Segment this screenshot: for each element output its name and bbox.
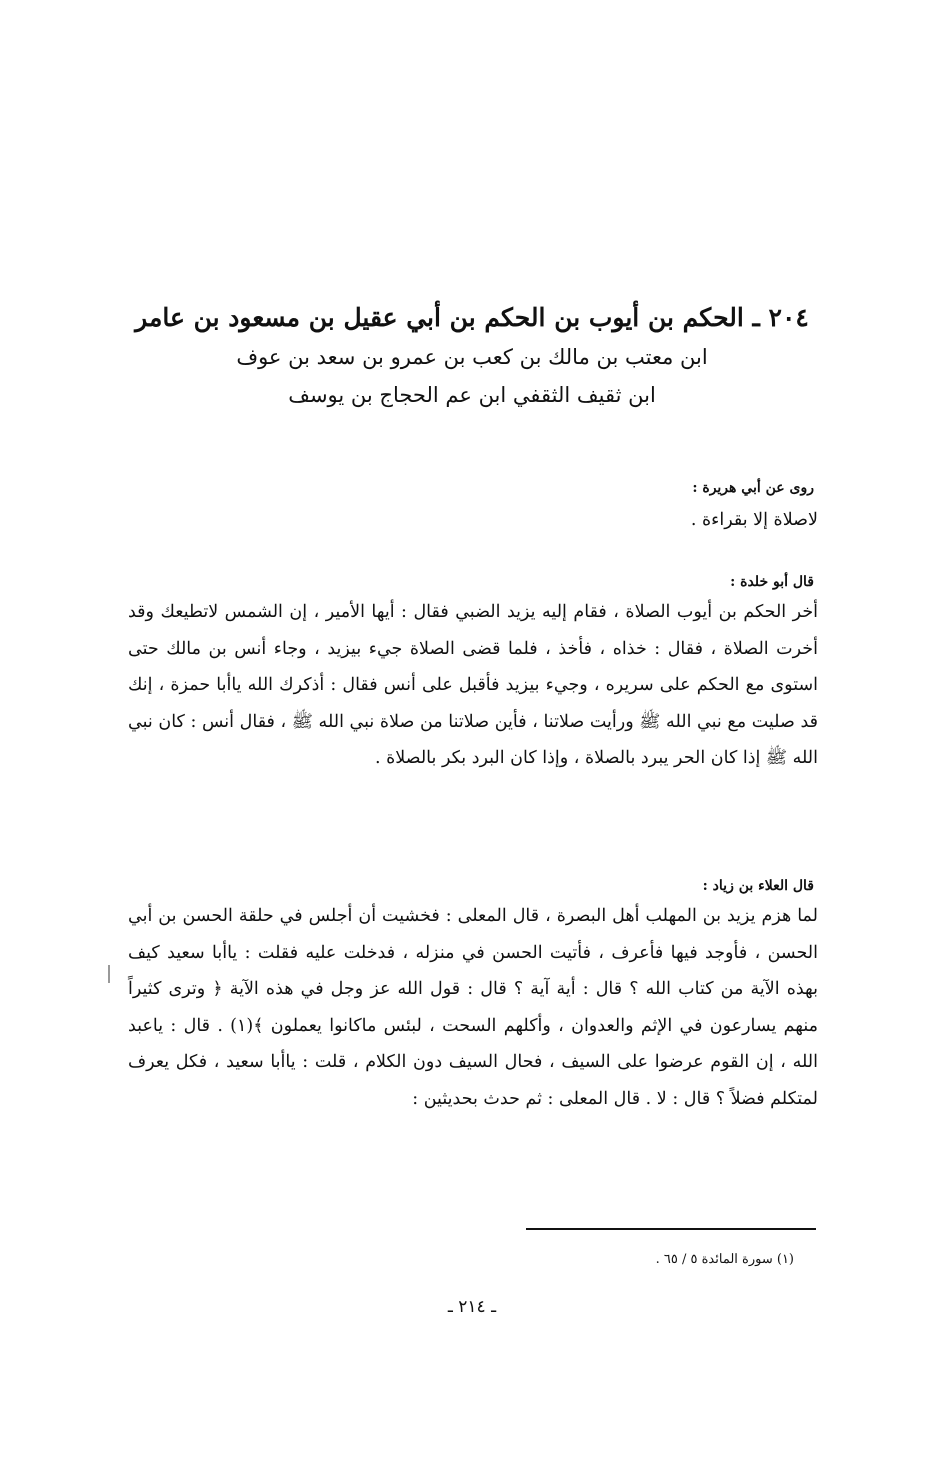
margin-mark [108, 965, 110, 983]
lineage-line-1: ابن معتب بن مالك بن كعب بن عمرو بن سعد بن عوف [236, 345, 708, 369]
lineage-line-2: ابن ثقيف الثقفي ابن عم الحجاج بن يوسف [288, 383, 656, 407]
narration-label: روى عن أبي هريرة : [692, 480, 814, 496]
narration-label: قال أبو خلدة : [730, 574, 814, 590]
page-number: ـ ٢١٤ ـ [447, 1297, 497, 1317]
footnote: (١) سورة المائدة ٥ / ٦٥ . [655, 1252, 794, 1267]
entry-title: ٢٠٤ ـ الحكم بن أيوب بن الحكم بن أبي عقيل بن مسعود بن عامر [135, 303, 809, 332]
narration-text: لما هزم يزيد بن المهلب أهل البصرة ، قال المعلى : فخشيت أن أجلس في حلقة الحسن بن أبي الحسن ، فأوجد فيها فأعرف ، فأتيت الحسن في منزله ، فدخلت عليه فقلت : ياأبا سعيد كيف بهذه الآية من كتاب الله ؟ قال : أية آية ؟ قال : قول الله عز وجل في هذه الآية ﴿ وترى كثيراً منهم يسارعون في الإثم والعدوان ، وأكلهم السحت ، لبئس ماكانوا يعملون ﴾(١) . قال : ياعبد الله ، إن القوم عرضوا على السيف ، فحال السيف دون الكلام ، قلت : ياأبا سعيد ، فكل يعرف لمتكلم فضلاً ؟ قال : لا . قال المعلى : ثم حدث بحديثين : [128, 906, 819, 1109]
entry-heading [100, 298, 844, 414]
narration-text: لاصلاة إلا بقراءة . [690, 510, 818, 530]
narration-label: قال العلاء بن زياد : [702, 878, 814, 894]
narration-section-ala-bin-ziyad [128, 874, 818, 1117]
narration-section-abu-hurayra [128, 476, 818, 540]
narration-section-abu-khalda [128, 570, 818, 777]
narration-text: أخر الحكم بن أيوب الصلاة ، فقام إليه يزيد الضبي فقال : أيها الأمير ، إن الشمس لاتطيعك وقد أخرت الصلاة ، فقال : خذاه ، فأخذ ، فلما قضى الصلاة جيء بيزيد ، وجاء أنس بن مالك حتى استوى مع الحكم على سريره ، وجيء بيزيد فأقبل على أنس فقال : أذكرك الله ياأبا حمزة ، إنك قد صليت مع نبي الله ﷺ ورأيت صلاتنا ، فأين صلاتنا من صلاة نبي الله ﷺ ، فقال أنس : كان نبي الله ﷺ إذا كان الحر يبرد بالصلاة ، وإذا كان البرد بكر بالصلاة . [128, 602, 818, 768]
footnote-divider [526, 1228, 816, 1230]
